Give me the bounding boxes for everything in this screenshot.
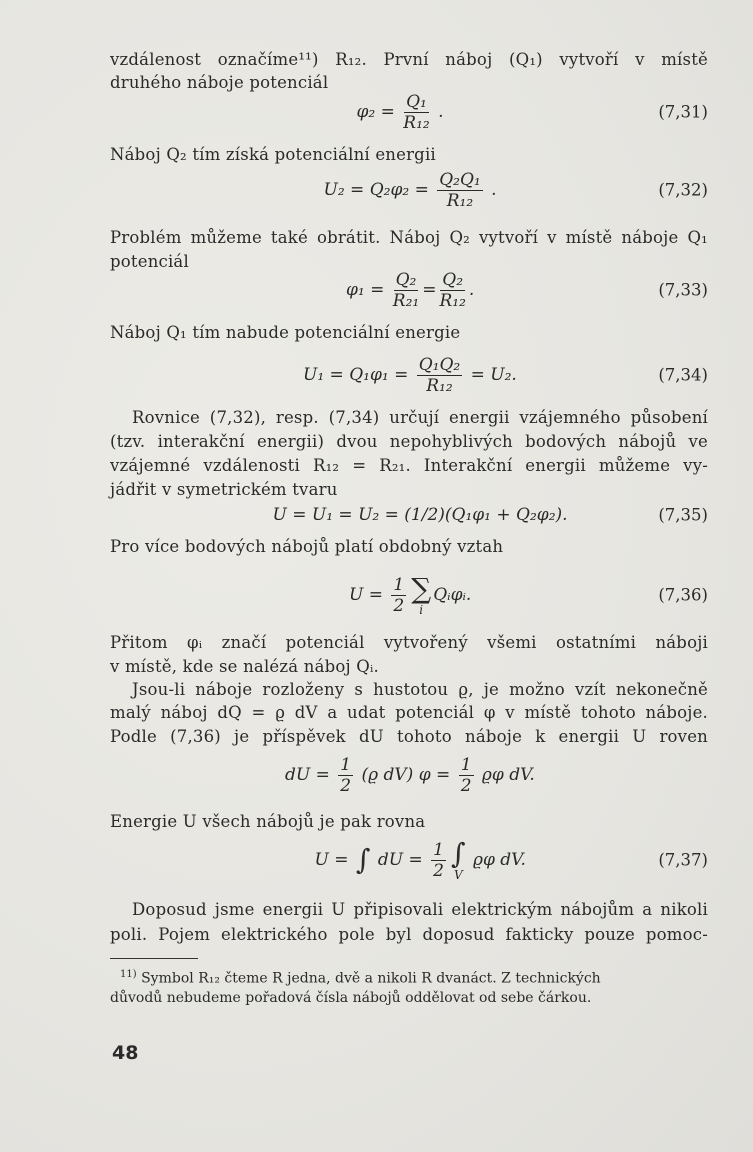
equation-number: (7,36)	[658, 585, 708, 605]
numerator: Q₂Q₁	[439, 169, 481, 190]
operator-symbol: ∑	[411, 572, 432, 605]
equation-text: ϱφ dV.	[467, 850, 526, 870]
denominator: R₁₂	[426, 375, 453, 396]
equation-text: =	[422, 280, 437, 300]
denominator: R₁₂	[446, 190, 474, 211]
equation	[110, 745, 708, 805]
equation	[110, 82, 708, 142]
numerator: Q₂	[395, 269, 417, 290]
equation-body	[357, 82, 444, 142]
sum-operator	[411, 574, 431, 616]
footnote-divider	[110, 958, 198, 959]
equation-text: U =	[314, 850, 354, 870]
denominator: R₁₂	[403, 112, 430, 133]
footnote-line	[110, 964, 708, 990]
numerator: Q₁	[406, 91, 427, 112]
equation-text: .	[432, 102, 444, 122]
text-line: poli. Pojem elektrického pole byl doposud fakticky pouze pomoc-	[110, 925, 708, 944]
equation	[110, 260, 708, 320]
equation-text: (ϱ dV) φ =	[356, 765, 456, 785]
equation-text: .	[485, 180, 497, 200]
equation-text: φ₁ =	[346, 280, 390, 300]
equation-text: U =	[349, 585, 389, 605]
footnote-text: Symbol R₁₂ čteme R jedna, dvě a nikoli R dvanáct. Z technických	[141, 970, 601, 987]
integral-operator	[356, 845, 371, 875]
equation-text: ϱφ dV.	[476, 765, 535, 785]
equation-text: Qᵢφᵢ.	[433, 585, 472, 605]
fraction	[403, 92, 429, 133]
equation-body	[315, 830, 526, 890]
denominator: 2	[340, 775, 352, 796]
fraction	[431, 840, 446, 881]
fraction	[439, 270, 465, 311]
equation	[110, 830, 708, 890]
fraction	[338, 755, 353, 796]
text-line: Náboj Q₂ tím získá potenciální energii	[110, 145, 436, 164]
text-line: Energie U všech nábojů je pak rovna	[110, 812, 426, 831]
numerator: 1	[393, 574, 405, 595]
text-line: druhého náboje potenciál	[110, 73, 329, 92]
text-line: malý náboj dQ = ϱ dV a udat potenciál φ v místě tohoto náboje.	[110, 703, 708, 722]
numerator: Q₂	[442, 269, 464, 290]
text-line: Náboj Q₁ tím nabude potenciální energie	[110, 323, 461, 342]
text-line: (tzv. interakční energii) dvou nepohyblivých bodových nábojů ve	[110, 432, 708, 451]
operator-subscript: V	[453, 868, 463, 882]
text-line: Podle (7,36) je příspěvek dU tohoto náboje k energii U roven	[110, 727, 708, 746]
text-line: jádřit v symetrickém tvaru	[110, 480, 338, 499]
equation-body	[303, 345, 517, 405]
equation-body	[346, 260, 474, 320]
equation-number: (7,33)	[658, 280, 708, 300]
equation-text: U₁ = Q₁φ₁ =	[303, 365, 414, 385]
operator-symbol: ∫	[355, 843, 371, 876]
text-line: Přitom φᵢ značí potenciál vytvořený všemi ostatními náboji	[110, 633, 708, 652]
operator-subscript: i	[419, 603, 424, 617]
numerator: Q₁Q₂	[418, 354, 461, 375]
fraction	[459, 755, 474, 796]
operator-symbol: ∫	[450, 837, 466, 870]
equation-number: (7,31)	[658, 102, 708, 122]
page-number: 48	[112, 1042, 139, 1064]
equation-text: φ₂ =	[356, 102, 401, 122]
text-line: Problém můžeme také obrátit. Náboj Q₂ vytvoří v místě náboje Q₁	[110, 228, 708, 247]
equation-text: U = U₁ = U₂ = (1/2)(Q₁φ₁ + Q₂φ₂).	[272, 505, 568, 525]
text-line: vzájemné vzdálenosti R₁₂ = R₂₁. Interakční energii můžeme vy-	[110, 456, 708, 475]
denominator: 2	[433, 860, 444, 881]
equation-body	[285, 745, 535, 805]
numerator: 1	[433, 839, 444, 860]
text-line: v místě, kde se nalézá náboj Qᵢ.	[110, 657, 379, 676]
equation-number: (7,34)	[658, 365, 708, 385]
fraction	[437, 170, 483, 211]
denominator: 2	[460, 775, 472, 796]
equation-text: U₂ = Q₂φ₂ =	[323, 180, 435, 200]
equation-text: dU =	[372, 850, 429, 870]
denominator: 2	[393, 595, 405, 616]
equation-number: (7,32)	[658, 180, 708, 200]
equation	[110, 565, 708, 625]
denominator: R₁₂	[439, 290, 466, 311]
footnote-line: důvodů nebudeme pořadová čísla nábojů oddělovat od sebe čárkou.	[110, 990, 592, 1006]
footnote-marker: 11)	[120, 969, 137, 980]
equation-text: .	[468, 280, 475, 300]
equation-body	[349, 565, 471, 625]
fraction	[417, 355, 463, 396]
fraction	[393, 270, 419, 311]
text-line: Jsou-li náboje rozloženy s hustotou ϱ, je možno vzít nekonečně	[132, 680, 708, 699]
equation-body	[324, 160, 497, 220]
equation	[110, 160, 708, 220]
equation-number: (7,35)	[658, 505, 708, 525]
equation-text: dU =	[285, 765, 336, 785]
text-line: Rovnice (7,32), resp. (7,34) určují energii vzájemného působení	[132, 408, 708, 427]
numerator: 1	[460, 754, 472, 775]
numerator: 1	[340, 754, 352, 775]
text-line: Pro více bodových nábojů platí obdobný vztah	[110, 537, 504, 556]
equation-text: = U₂.	[465, 365, 517, 385]
text-line: vzdálenost označíme¹¹) R₁₂. První náboj (Q₁) vytvoří v místě	[110, 50, 708, 69]
text-line: potenciál	[110, 252, 189, 271]
equation-number: (7,37)	[658, 850, 708, 870]
equation	[110, 345, 708, 405]
text-line: Doposud jsme energii U připisovali elektrickým nábojům a nikoli	[132, 900, 708, 919]
denominator: R₂₁	[392, 290, 420, 311]
fraction	[391, 575, 406, 616]
integral-operator	[451, 839, 466, 881]
